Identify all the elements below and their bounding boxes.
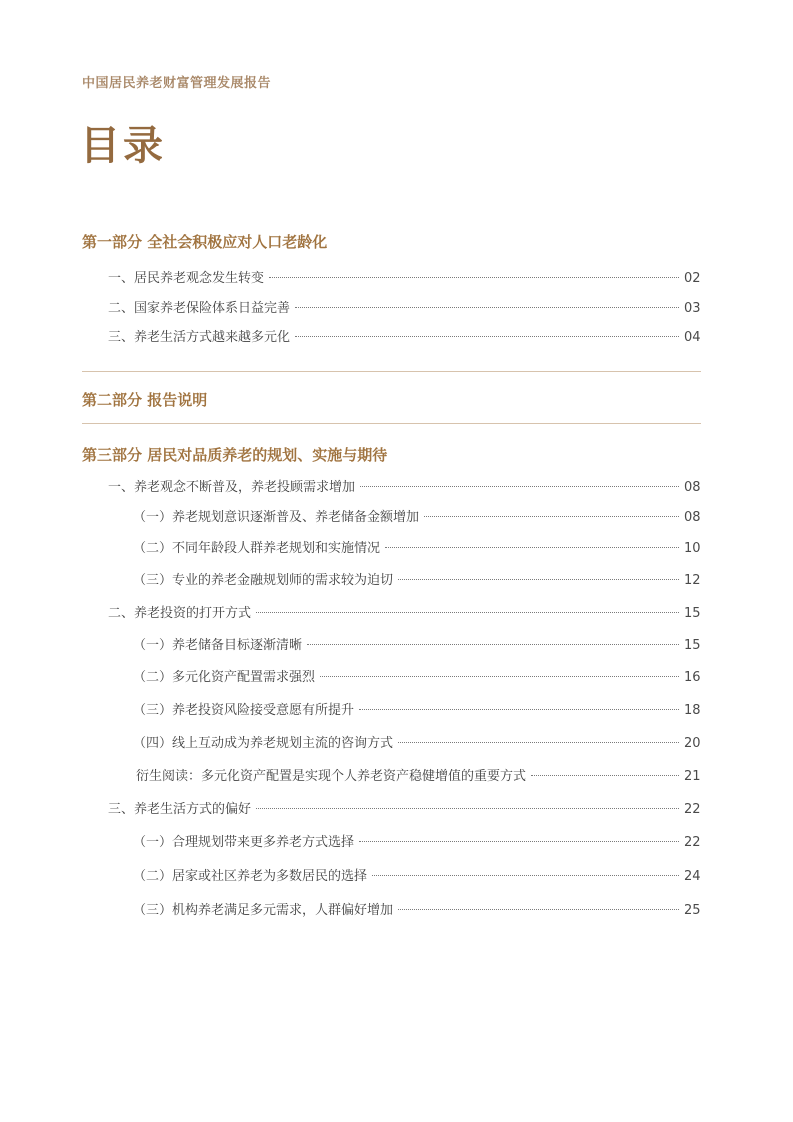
toc-entry-label: 三、养老生活方式越来越多元化	[108, 330, 291, 345]
dot-leader	[385, 547, 679, 548]
toc-entry-page: 15	[684, 606, 701, 621]
section-divider	[82, 423, 701, 424]
toc-subentry[interactable]	[133, 540, 700, 558]
dot-leader	[359, 841, 679, 842]
dot-leader	[320, 676, 679, 677]
toc-subentry[interactable]	[133, 834, 700, 852]
toc-entry-label: （一）养老规划意识逐渐普及、养老储备金额增加	[133, 510, 420, 525]
toc-entry-label: （四）线上互动成为养老规划主流的咨询方式	[133, 736, 394, 751]
toc-entry-page: 21	[684, 769, 701, 784]
dot-leader	[307, 644, 679, 645]
toc-entry[interactable]	[108, 801, 700, 819]
dot-leader	[295, 336, 679, 337]
running-header-title: 中国居民养老财富管理发展报告	[82, 76, 272, 91]
toc-entry-page: 15	[684, 638, 701, 653]
toc-entry-page: 25	[684, 903, 701, 918]
toc-entry-label: （二）居家或社区养老为多数居民的选择	[133, 869, 368, 884]
dot-leader	[398, 579, 679, 580]
toc-subentry[interactable]	[133, 572, 700, 590]
toc-entry-page: 08	[684, 510, 701, 525]
toc-entry-page: 02	[684, 271, 701, 286]
dot-leader	[359, 709, 679, 710]
toc-entry-page: 10	[684, 541, 701, 556]
section-divider	[82, 371, 701, 372]
toc-subentry[interactable]	[136, 768, 700, 786]
toc-entry[interactable]	[108, 605, 700, 623]
toc-entry-label: （一）合理规划带来更多养老方式选择	[133, 835, 355, 850]
toc-entry-label: （三）机构养老满足多元需求，人群偏好增加	[133, 903, 394, 918]
toc-entry[interactable]	[108, 329, 700, 347]
toc-part1-heading[interactable]: 第一部分 全社会积极应对人口老龄化	[82, 233, 328, 251]
toc-subentry[interactable]	[133, 702, 700, 720]
toc-entry-page: 18	[684, 703, 701, 718]
toc-subentry[interactable]	[133, 868, 700, 886]
dot-leader	[398, 909, 679, 910]
toc-subentry[interactable]	[133, 509, 700, 527]
dot-leader	[372, 875, 679, 876]
toc-part3-heading[interactable]: 第三部分 居民对品质养老的规划、实施与期待	[82, 446, 388, 464]
page-title: 目录	[80, 122, 166, 169]
dot-leader	[256, 808, 679, 809]
toc-entry-label: （三）专业的养老金融规划师的需求较为迫切	[133, 573, 394, 588]
toc-entry-page: 12	[684, 573, 701, 588]
toc-entry-page: 03	[684, 301, 701, 316]
toc-entry-label: 一、居民养老观念发生转变	[108, 271, 265, 286]
toc-subentry[interactable]	[133, 735, 700, 753]
toc-entry-label: （三）养老投资风险接受意愿有所提升	[133, 703, 355, 718]
toc-entry-page: 24	[684, 869, 701, 884]
toc-entry-page: 04	[684, 330, 701, 345]
toc-entry-label: 一、养老观念不断普及，养老投顾需求增加	[108, 480, 356, 495]
toc-entry-label: 衍生阅读：多元化资产配置是实现个人养老资产稳健增值的重要方式	[136, 769, 527, 784]
toc-entry-label: 三、养老生活方式的偏好	[108, 802, 252, 817]
toc-entry[interactable]	[108, 479, 700, 497]
dot-leader	[295, 307, 679, 308]
toc-entry[interactable]	[108, 300, 700, 318]
toc-entry-label: （二）不同年龄段人群养老规划和实施情况	[133, 541, 381, 556]
toc-subentry[interactable]	[133, 669, 700, 687]
dot-leader	[531, 775, 679, 776]
dot-leader	[424, 516, 679, 517]
dot-leader	[256, 612, 679, 613]
toc-entry-label: （二）多元化资产配置需求强烈	[133, 670, 316, 685]
toc-entry-page: 08	[684, 480, 701, 495]
toc-entry-page: 22	[684, 802, 701, 817]
toc-entry[interactable]	[108, 270, 700, 288]
toc-entry-label: 二、国家养老保险体系日益完善	[108, 301, 291, 316]
dot-leader	[398, 742, 679, 743]
toc-entry-label: 二、养老投资的打开方式	[108, 606, 252, 621]
toc-part2-heading[interactable]: 第二部分 报告说明	[82, 391, 208, 409]
toc-entry-page: 16	[684, 670, 701, 685]
toc-entry-page: 22	[684, 835, 701, 850]
toc-entry-page: 20	[684, 736, 701, 751]
dot-leader	[269, 277, 679, 278]
toc-subentry[interactable]	[133, 902, 700, 920]
toc-entry-label: （一）养老储备目标逐渐清晰	[133, 638, 303, 653]
toc-subentry[interactable]	[133, 637, 700, 655]
dot-leader	[360, 486, 679, 487]
